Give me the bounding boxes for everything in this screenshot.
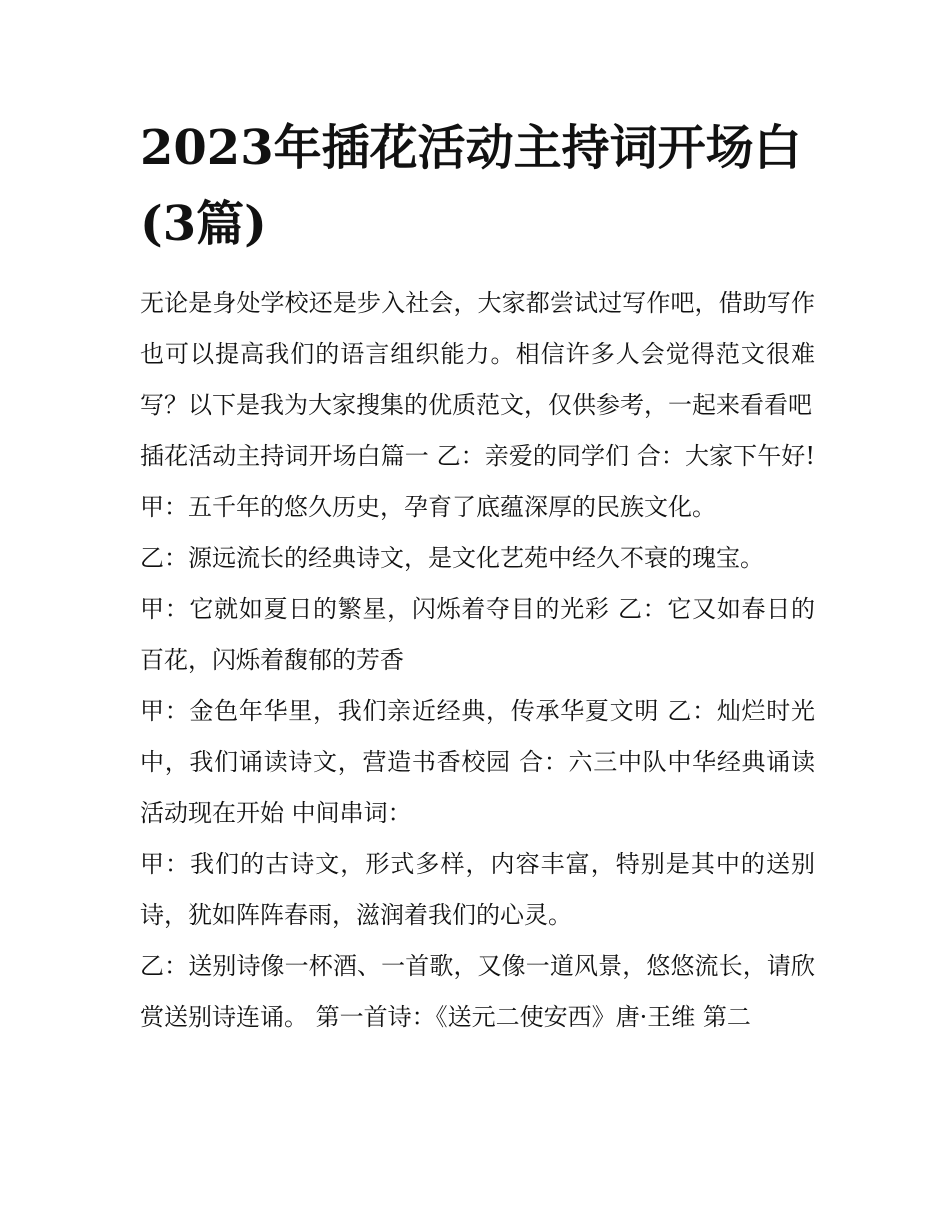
document-body [140, 278, 815, 1043]
document-title: 2023年插花活动主持词开场白(3篇) [140, 120, 802, 252]
paragraph-jia-ancient-poetry: 甲：我们的古诗文，形式多样，内容丰富，特别是其中的送别诗，犹如阵阵春雨，滋润着我们的心灵。 [140, 850, 815, 929]
paragraph-jia-golden-years: 甲：金色年华里，我们亲近经典，传承华夏文明 乙：灿烂时光中，我们诵读诗文，营造书香校园 合：六三中队中华经典诵读活动现在开始 中间串词： [140, 697, 815, 827]
paragraph-opening: 插花活动主持词开场白篇一 乙：亲爱的同学们 合：大家下午好! 甲：五千年的悠久历史，孕育了底蕴深厚的民族文化。 [140, 442, 815, 521]
paragraph-yi-farewell-poems: 乙：送别诗像一杯酒、一首歌，又像一道风景，悠悠流长，请欣赏送别诗连诵。 第一首诗：《送元二使安西》唐·王维 第二 [140, 952, 815, 1031]
document-page [140, 110, 815, 1043]
paragraph-jia-stars: 甲：它就如夏日的繁星，闪烁着夺目的光彩 乙：它又如春日的百花，闪烁着馥郁的芳香 [140, 595, 815, 674]
paragraph-yi-classic-poems: 乙：源远流长的经典诗文，是文化艺苑中经久不衰的瑰宝。 [140, 544, 764, 572]
paragraph-intro: 无论是身处学校还是步入社会，大家都尝试过写作吧，借助写作也可以提高我们的语言组织能力。相信许多人会觉得范文很难写？以下是我为大家搜集的优质范文，仅供参考，一起来看看吧 [140, 289, 815, 419]
